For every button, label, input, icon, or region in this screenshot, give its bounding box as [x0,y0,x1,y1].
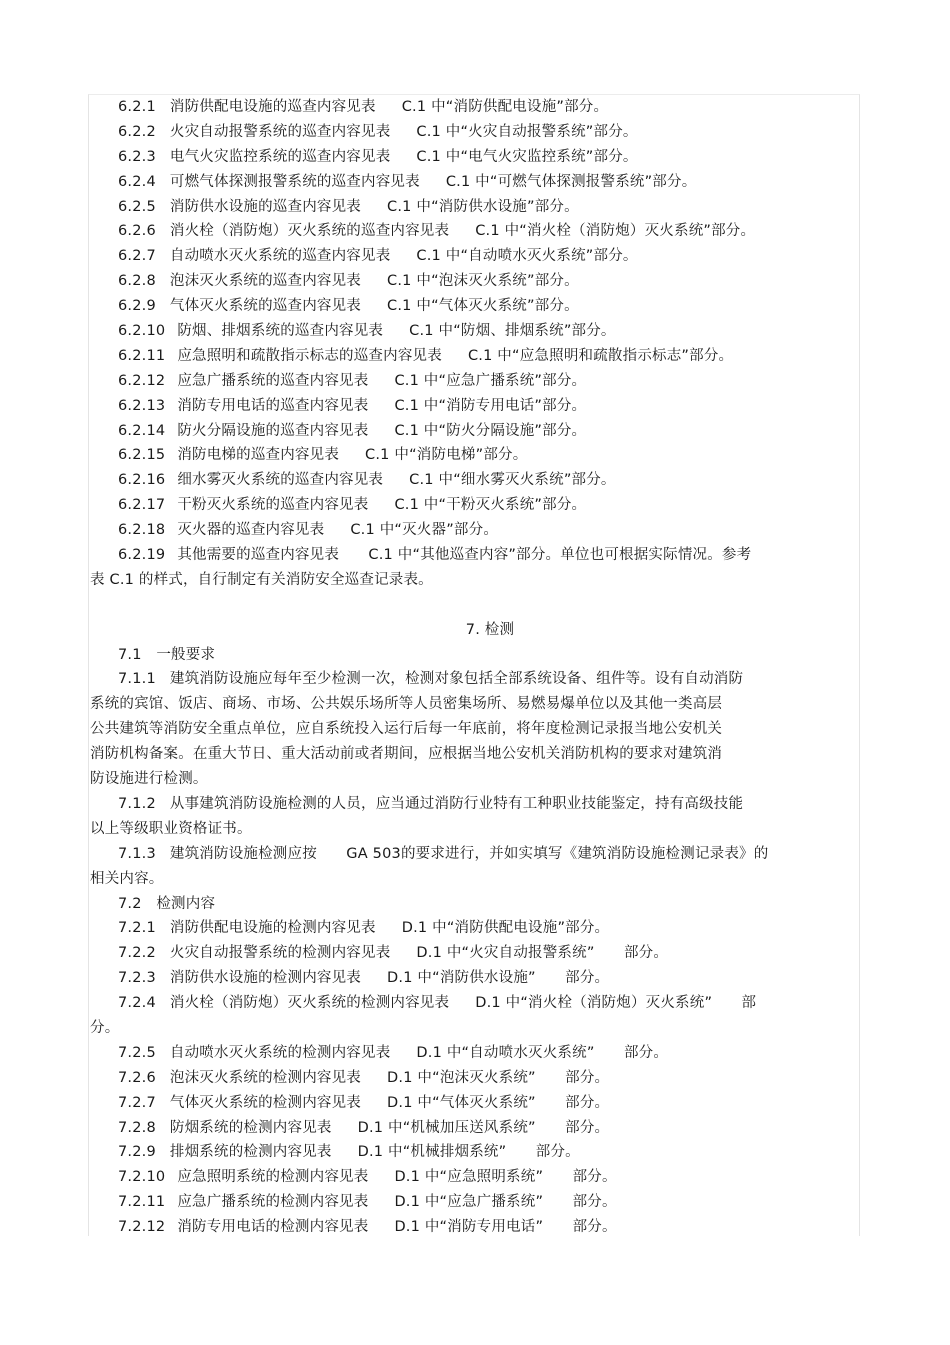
item-reference: C.1 中“细水雾灭火系统”部分。 [409,472,616,489]
item-text: 气体灭火系统的巡查内容见表 [169,298,362,315]
list-item [90,1215,830,1240]
section-7-title: 7. 检测 [465,621,515,638]
section-7-2-list [90,916,830,1240]
list-item [90,244,830,269]
item-reference: C.1 中“干粉灭火系统”部分。 [394,497,587,514]
item-reference: C.1 中“消防专用电话”部分。 [394,397,587,414]
list-item [90,419,830,444]
subsection-7-1-title: 7.1 一般要求 [118,646,216,663]
list-item [90,95,830,120]
list-item [90,269,830,294]
item-6-2-19 [90,543,830,568]
item-text: 可燃气体探测报警系统的巡查内容见表 [169,173,420,190]
item-reference: C.1 中“防火分隔设施”部分。 [394,422,587,439]
item-number: 6.2.13 [118,397,166,414]
list-item [90,1190,830,1215]
item-reference: D.1 中“应急广播系统” 部分。 [394,1194,617,1211]
list-item [90,991,830,1016]
item-number: 7.2.6 [118,1069,156,1086]
item-number: 7.2.8 [118,1119,156,1136]
item-number: 6.2.7 [118,248,156,265]
item-7-1-1-line: 公共建筑等消防安全重点单位，应自系统投入运行后每一年底前，将年度检测记录报当地公安机关 [90,721,723,738]
item-reference: C.1 中“可燃气体探测报警系统”部分。 [445,173,697,190]
item-number: 7.2.5 [118,1044,156,1061]
list-item [90,443,830,468]
item-text: 泡沫灭火系统的巡查内容见表 [169,273,362,290]
item-7-1-3-line: 相关内容。 [90,870,164,887]
item-reference: C.1 中“消防供配电设施”部分。 [401,99,609,115]
item-text: 电气火灾监控系统的巡查内容见表 [169,148,391,165]
item-text: 应急广播系统的巡查内容见表 [177,372,369,389]
list-item [90,195,830,220]
list-item [90,468,830,493]
item-6-2-19-continuation: 表 C.1 的样式，自行制定有关消防安全巡查记录表。 [90,571,433,588]
item-text: 干粉灭火系统的巡查内容见表 [177,497,369,514]
item-reference: D.1 中“消防供水设施” 部分。 [387,970,610,987]
item-number: 6.2.9 [118,298,156,315]
item-text: 防烟、排烟系统的巡查内容见表 [177,323,384,340]
item-reference: C.1 中“消火栓（消防炮）灭火系统”部分。 [475,223,756,240]
item-7-1-3 [90,842,830,867]
item-text: 消防供配电设施的检测内容见表 [169,920,376,937]
item-reference: D.1 中“消防专用电话” 部分。 [394,1219,617,1236]
item-text: 其他需要的巡查内容见表 C.1 中“其他巡查内容”部分。单位也可根据实际情况。参考 [177,547,752,564]
item-7-1-1 [90,667,830,692]
item-number: 6.2.15 [118,447,166,464]
item-number: 6.2.3 [118,148,156,165]
item-number: 7.2.10 [118,1169,166,1186]
item-reference: D.1 中“火灾自动报警系统” 部分。 [416,945,669,962]
item-number: 6.2.12 [118,372,166,389]
item-7-1-1-line: 系统的宾馆、饭店、商场、市场、公共娱乐场所等人员密集场所、易燃易爆单位以及其他一类高层 [90,696,723,713]
item-reference: C.1 中“消防电梯”部分。 [365,447,528,464]
item-text: 消防电梯的巡查内容见表 [177,447,340,464]
item-number: 7.2.11 [118,1194,166,1211]
item-reference: D.1 中“自动喷水灭火系统” 部分。 [416,1044,669,1061]
item-number: 6.2.5 [118,198,156,215]
list-item [90,145,830,170]
item-text: 细水雾灭火系统的巡查内容见表 [177,472,384,489]
item-number: 6.2.17 [118,497,166,514]
item-reference: D.1 中“应急照明系统” 部分。 [394,1169,617,1186]
item-reference: D.1 中“气体灭火系统” 部分。 [387,1094,610,1111]
item-text: 应急照明系统的检测内容见表 [177,1169,369,1186]
item-number: 6.2.2 [118,123,156,140]
item-reference: C.1 中“灭火器”部分。 [350,522,499,539]
item-text: 消防供水设施的巡查内容见表 [169,198,362,215]
list-item [90,1091,830,1116]
item-number: 7.2.7 [118,1094,156,1111]
section-6-2-list [90,95,830,543]
item-7-1-2 [90,792,830,817]
list-item [90,170,830,195]
item-reference: C.1 中“应急广播系统”部分。 [394,372,587,389]
document-body [90,95,830,1240]
item-number: 7.2.4 [118,995,156,1012]
item-text: 排烟系统的检测内容见表 [169,1144,332,1161]
item-text: 从事建筑消防设施检测的人员，应当通过消防行业特有工种职业技能鉴定，持有高级技能 [169,795,744,812]
item-7-1-1-line: 消防机构备案。在重大节日、重大活动前或者期间，应根据当地公安机关消防机构的要求对建筑消 [90,746,723,763]
subsection-7-2-title: 7.2 检测内容 [118,895,216,912]
item-text: 自动喷水灭火系统的巡查内容见表 [169,248,391,265]
item-text: 消火栓（消防炮）灭火系统的巡查内容见表 [169,223,450,240]
item-number: 6.2.14 [118,422,166,439]
item-reference: C.1 中“防烟、排烟系统”部分。 [409,323,616,340]
item-reference: C.1 中“火灾自动报警系统”部分。 [416,123,638,140]
item-number: 6.2.8 [118,273,156,290]
item-reference: D.1 中“机械排烟系统” 部分。 [357,1144,580,1161]
item-reference: C.1 中“电气火灾监控系统”部分。 [416,148,638,165]
item-number: 6.2.18 [118,522,166,539]
item-text: 消防供水设施的检测内容见表 [169,970,362,987]
item-7-1-1-line: 防设施进行检测。 [90,771,208,788]
item-reference: D.1 中“机械加压送风系统” 部分。 [357,1119,610,1136]
item-number: 7.2.1 [118,920,156,937]
list-item [90,916,830,941]
item-text: 消防供配电设施的巡查内容见表 [169,99,376,115]
item-reference: C.1 中“气体灭火系统”部分。 [387,298,579,315]
list-item [90,294,830,319]
item-number: 7.2.12 [118,1219,166,1236]
item-number: 6.2.10 [118,323,166,340]
item-text: 自动喷水灭火系统的检测内容见表 [169,1044,391,1061]
item-number: 6.2.11 [118,347,166,364]
list-item [90,518,830,543]
item-number: 7.2.9 [118,1144,156,1161]
item-text: 建筑消防设施检测应按 GA 503的要求进行，并如实填写《建筑消防设施检测记录表》的 [169,845,769,862]
list-item [90,1165,830,1190]
item-number: 7.2.2 [118,945,156,962]
list-item [90,344,830,369]
list-item [90,219,830,244]
list-item [90,1140,830,1165]
item-reference: C.1 中“自动喷水灭火系统”部分。 [416,248,638,265]
list-item [90,941,830,966]
list-item [90,966,830,991]
item-7-1-2-line: 以上等级职业资格证书。 [90,820,252,837]
item-number: 6.2.1 [118,99,156,115]
list-item [90,1041,830,1066]
item-reference: D.1 中“消防供配电设施”部分。 [401,920,610,937]
item-text: 应急广播系统的检测内容见表 [177,1194,369,1211]
list-item [90,319,830,344]
item-number: 7.1.3 [118,845,156,862]
item-text: 建筑消防设施应每年至少检测一次，检测对象包括全部系统设备、组件等。设有自动消防 [169,671,744,688]
item-number: 7.1.2 [118,795,156,812]
item-reference: C.1 中“消防供水设施”部分。 [387,198,579,215]
item-number: 6.2.6 [118,223,156,240]
item-number: 6.2.19 [118,547,166,564]
list-item-continuation: 分。 [90,1019,120,1036]
list-item [90,369,830,394]
item-text: 火灾自动报警系统的巡查内容见表 [169,123,391,140]
item-reference: C.1 中“泡沫灭火系统”部分。 [387,273,579,290]
item-number: 6.2.4 [118,173,156,190]
item-text: 消火栓（消防炮）灭火系统的检测内容见表 [169,995,450,1012]
item-reference: C.1 中“应急照明和疏散指示标志”部分。 [467,347,734,364]
item-text: 应急照明和疏散指示标志的巡查内容见表 [177,347,442,364]
item-number: 7.2.3 [118,970,156,987]
item-text: 防火分隔设施的巡查内容见表 [177,422,369,439]
item-text: 灭火器的巡查内容见表 [177,522,325,539]
item-text: 防烟系统的检测内容见表 [169,1119,332,1136]
list-item [90,1116,830,1141]
list-item [90,120,830,145]
item-text: 消防专用电话的检测内容见表 [177,1219,369,1236]
item-text: 火灾自动报警系统的检测内容见表 [169,945,391,962]
item-text: 泡沫灭火系统的检测内容见表 [169,1069,362,1086]
list-item [90,394,830,419]
list-item [90,493,830,518]
item-text: 消防专用电话的巡查内容见表 [177,397,369,414]
item-number: 7.1.1 [118,671,156,688]
item-reference: D.1 中“消火栓（消防炮）灭火系统” 部 [475,995,757,1012]
item-number: 6.2.16 [118,472,166,489]
list-item [90,1066,830,1091]
item-text: 气体灭火系统的检测内容见表 [169,1094,362,1111]
item-reference: D.1 中“泡沫灭火系统” 部分。 [387,1069,610,1086]
